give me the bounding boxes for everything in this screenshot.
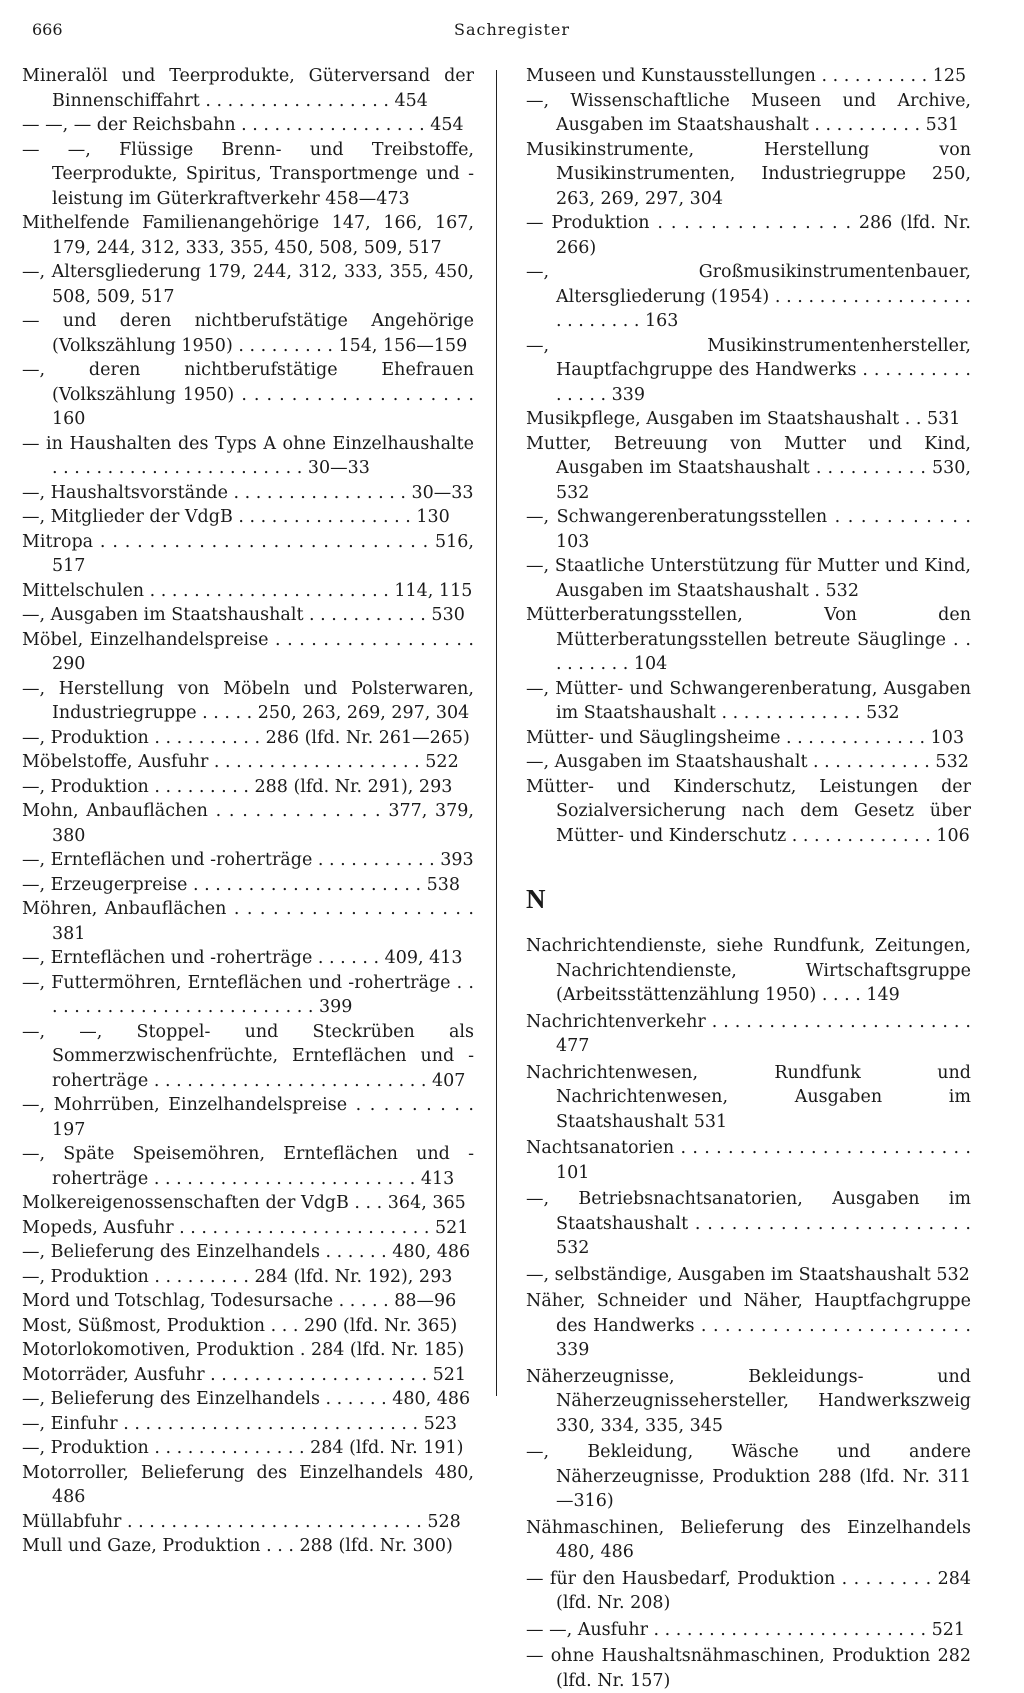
- column-divider: [496, 70, 497, 1396]
- index-entry: Nachtsanatorien . . . . . . . . . . . . . . . . . . . . . . . . . 101: [526, 1138, 971, 1183]
- index-entry: — —, Flüssige Brenn- und Treibstoffe, Teerprodukte, Spiritus, Transportmenge und -leistung im Güterkraftverkehr 458—473: [22, 139, 474, 209]
- index-entry: —, Großmusikinstrumentenbauer, Altersgliederung (1954) . . . . . . . . . . . . . . . . . . . . . . . . . . 163: [526, 262, 971, 331]
- index-entry: Mittelschulen . . . . . . . . . . . . . . . . . . . . . . 114, 115: [22, 580, 473, 601]
- index-entry: Musikinstrumente, Herstellung von Musikinstrumenten, Industriegruppe 250, 263, 269, 297, 304: [526, 139, 971, 209]
- index-entry: Mord und Totschlag, Todesursache . . . . . 88—96: [22, 1291, 457, 1311]
- index-entry: — —, — der Reichsbahn . . . . . . . . . . . . . . . . . 454: [22, 115, 464, 135]
- index-entry: Näherzeugnisse, Bekleidungs- und Näherzeugnissehersteller, Handwerkszweig 330, 334, 335, 345: [526, 1366, 971, 1436]
- index-entry: —, Staatliche Unterstützung für Mutter und Kind, Ausgaben im Staatshaushalt . 532: [526, 556, 971, 601]
- index-entry: —, selbständige, Ausgaben im Staatshaushalt 532: [526, 1264, 970, 1285]
- index-entry: —, Haushaltsvorstände . . . . . . . . . . . . . . . . 30—33: [22, 482, 474, 503]
- index-entry: Molkereigenossenschaften der VdgB . . . 364, 365: [22, 1193, 466, 1213]
- index-entry: — in Haushalten des Typs A ohne Einzelhaushalte . . . . . . . . . . . . . . . . . . . . . . . 30—33: [22, 433, 474, 478]
- index-entry: —, Produktion . . . . . . . . . 288 (lfd. Nr. 291), 293: [22, 776, 453, 797]
- index-entry: Möbel, Einzelhandelspreise . . . . . . . . . . . . . . . . . 290: [22, 629, 474, 674]
- index-entry: Mütter- und Säuglingsheime . . . . . . . . . . . . . 103: [526, 727, 965, 748]
- index-entry: — —, Ausfuhr . . . . . . . . . . . . . . . . . . . . . . . . . 521: [526, 1619, 966, 1640]
- index-entry: — für den Hausbedarf, Produktion . . . . . . . . 284 (lfd. Nr. 208): [526, 1568, 971, 1613]
- index-entry: —, Ausgaben im Staatshaushalt . . . . . . . . . . . 532: [526, 752, 969, 772]
- running-title: Sachregister: [454, 20, 570, 39]
- index-entry: —, Belieferung des Einzelhandels . . . . . . 480, 486: [22, 1242, 471, 1262]
- index-entry: Motorroller, Belieferung des Einzelhandels 480, 486: [22, 1462, 474, 1507]
- left-column: [22, 64, 474, 1559]
- index-entry: —, Mitglieder der VdgB . . . . . . . . . . . . . . . . 130: [22, 507, 450, 527]
- index-entry: Mopeds, Ausfuhr . . . . . . . . . . . . . . . . . . . . . . . 521: [22, 1217, 469, 1238]
- index-entry: Mutter, Betreuung von Mutter und Kind, Ausgaben im Staatshaushalt . . . . . . . . . . 530, 532: [526, 433, 971, 503]
- index-entry: —, Produktion . . . . . . . . . 284 (lfd. Nr. 192), 293: [22, 1266, 453, 1287]
- index-entry: —, Erzeugerpreise . . . . . . . . . . . . . . . . . . . . . 538: [22, 874, 460, 895]
- page-number: 666: [32, 20, 63, 39]
- index-entry: —, Späte Speisemöhren, Ernteflächen und -roherträge . . . . . . . . . . . . . . . . . . . . . . . . 413: [22, 1144, 474, 1189]
- index-entry: Mineralöl und Teerprodukte, Güterversand der Binnenschiffahrt . . . . . . . . . . . . . . . . . 454: [22, 66, 474, 111]
- index-entry: —, Wissenschaftliche Museen und Archive, Ausgaben im Staatshaushalt . . . . . . . . . . 531: [526, 90, 971, 135]
- index-entry: — Produktion . . . . . . . . . . . . . . . 286 (lfd. Nr. 266): [526, 213, 971, 258]
- index-entry: Mithelfende Familienangehörige 147, 166, 167, 179, 244, 312, 333, 355, 450, 508, 509, 517: [22, 213, 474, 258]
- index-entry: —, Musikinstrumentenhersteller, Hauptfachgruppe des Handwerks . . . . . . . . . . . . . . . 339: [526, 335, 971, 405]
- index-entry: —, Ernteflächen und -roherträge . . . . . . 409, 413: [22, 948, 463, 968]
- index-entry: —, Ausgaben im Staatshaushalt . . . . . . . . . . . 530: [22, 605, 465, 625]
- index-entry: Mütterberatungsstellen, Von den Mütterberatungsstellen betreute Säuglinge . . . . . . . . . 104: [526, 605, 971, 674]
- index-entry: —, Bekleidung, Wäsche und andere Näherzeugnisse, Produktion 288 (lfd. Nr. 311—316): [526, 1442, 971, 1511]
- index-entry: —, Altersgliederung 179, 244, 312, 333, 355, 450, 508, 509, 517: [22, 262, 474, 307]
- index-entry: Mütter- und Kinderschutz, Leistungen der Sozialversicherung nach dem Gesetz über Mütter- und Kinderschutz . . . . . . . . . . . . . 106: [526, 776, 971, 846]
- index-entry: —, Schwangerenberatungsstellen . . . . . . . . . . . 103: [526, 507, 971, 552]
- index-entry: Mohn, Anbauflächen . . . . . . . . . . . . . 377, 379, 380: [22, 801, 474, 846]
- section-letter-heading: N: [526, 884, 546, 914]
- index-entry: —, Einfuhr . . . . . . . . . . . . . . . . . . . . . . . . . . . 523: [22, 1413, 458, 1434]
- index-entry: Motorräder, Ausfuhr . . . . . . . . . . . . . . . . . . . . 521: [22, 1364, 467, 1385]
- index-entry: Mull und Gaze, Produktion . . . 288 (lfd. Nr. 300): [22, 1536, 453, 1556]
- index-entry: —, Produktion . . . . . . . . . . 286 (lfd. Nr. 261—265): [22, 727, 470, 748]
- index-entry: Musikpflege, Ausgaben im Staatshaushalt . . 531: [526, 409, 961, 429]
- index-entry: —, Produktion . . . . . . . . . . . . . . 284 (lfd. Nr. 191): [22, 1438, 464, 1458]
- index-entry: Nachrichtendienste, siehe Rundfunk, Zeitungen, Nachrichtendienste, Wirtschaftsgruppe (Arbeitsstättenzählung 1950) . . . . 149: [526, 936, 971, 1005]
- index-entry: Nähmaschinen, Belieferung des Einzelhandels 480, 486: [526, 1517, 971, 1562]
- index-entry: —, deren nichtberufstätige Ehefrauen (Volkszählung 1950) . . . . . . . . . . . . . . . . . . . 160: [22, 360, 474, 429]
- index-entry: Nachrichtenverkehr . . . . . . . . . . . . . . . . . . . . . . . 477: [526, 1011, 971, 1056]
- index-entry: —, Ernteflächen und -roherträge . . . . . . . . . . . 393: [22, 850, 474, 870]
- index-entry: Müllabfuhr . . . . . . . . . . . . . . . . . . . . . . . . . . . 528: [22, 1511, 461, 1532]
- index-entry: —, Herstellung von Möbeln und Polsterwaren, Industriegruppe . . . . . 250, 263, 269, 297, 304: [22, 678, 474, 723]
- right-column: [526, 64, 971, 1693]
- index-entry: —, —, Stoppel- und Steckrüben als Sommerzwischenfrüchte, Ernteflächen und -roherträge . . . . . . . . . . . . . . . . . . . . . . . . . 407: [22, 1021, 474, 1091]
- index-entry: — ohne Haushaltsnähmaschinen, Produktion 282 (lfd. Nr. 157): [526, 1646, 971, 1691]
- page-header: [32, 16, 992, 44]
- index-entry: Most, Süßmost, Produktion . . . 290 (lfd. Nr. 365): [22, 1315, 458, 1336]
- index-entry: —, Futtermöhren, Ernteflächen und -roherträge . . . . . . . . . . . . . . . . . . . . . . . . . . 399: [22, 972, 474, 1017]
- index-entry: —, Mütter- und Schwangerenberatung, Ausgaben im Staatshaushalt . . . . . . . . . . . . . 532: [526, 678, 971, 723]
- index-entry: Möbelstoffe, Ausfuhr . . . . . . . . . . . . . . . . . . . 522: [22, 752, 459, 772]
- index-entry: Mitropa . . . . . . . . . . . . . . . . . . . . . . . . . . . 516, 517: [22, 531, 474, 576]
- index-entry: Nachrichtenwesen, Rundfunk und Nachrichtenwesen, Ausgaben im Staatshaushalt 531: [526, 1062, 971, 1132]
- index-entry: Museen und Kunstausstellungen . . . . . . . . . . 125: [526, 66, 967, 86]
- index-entry: Möhren, Anbauflächen . . . . . . . . . . . . . . . . . . . 381: [22, 899, 474, 944]
- index-entry: — und deren nichtberufstätige Angehörige (Volkszählung 1950) . . . . . . . . . 154, 156—159: [22, 311, 474, 356]
- index-entry: —, Belieferung des Einzelhandels . . . . . . 480, 486: [22, 1389, 471, 1409]
- index-entry: Motorlokomotiven, Produktion . 284 (lfd. Nr. 185): [22, 1340, 465, 1360]
- index-entry: —, Betriebsnachtsanatorien, Ausgaben im Staatshaushalt . . . . . . . . . . . . . . . . . . . . . . . 532: [526, 1189, 971, 1258]
- index-entry: —, Mohrrüben, Einzelhandelspreise . . . . . . . . . 197: [22, 1095, 474, 1140]
- index-entry: Näher, Schneider und Näher, Hauptfachgruppe des Handwerks . . . . . . . . . . . . . . . . . . . . . . . 339: [526, 1291, 971, 1360]
